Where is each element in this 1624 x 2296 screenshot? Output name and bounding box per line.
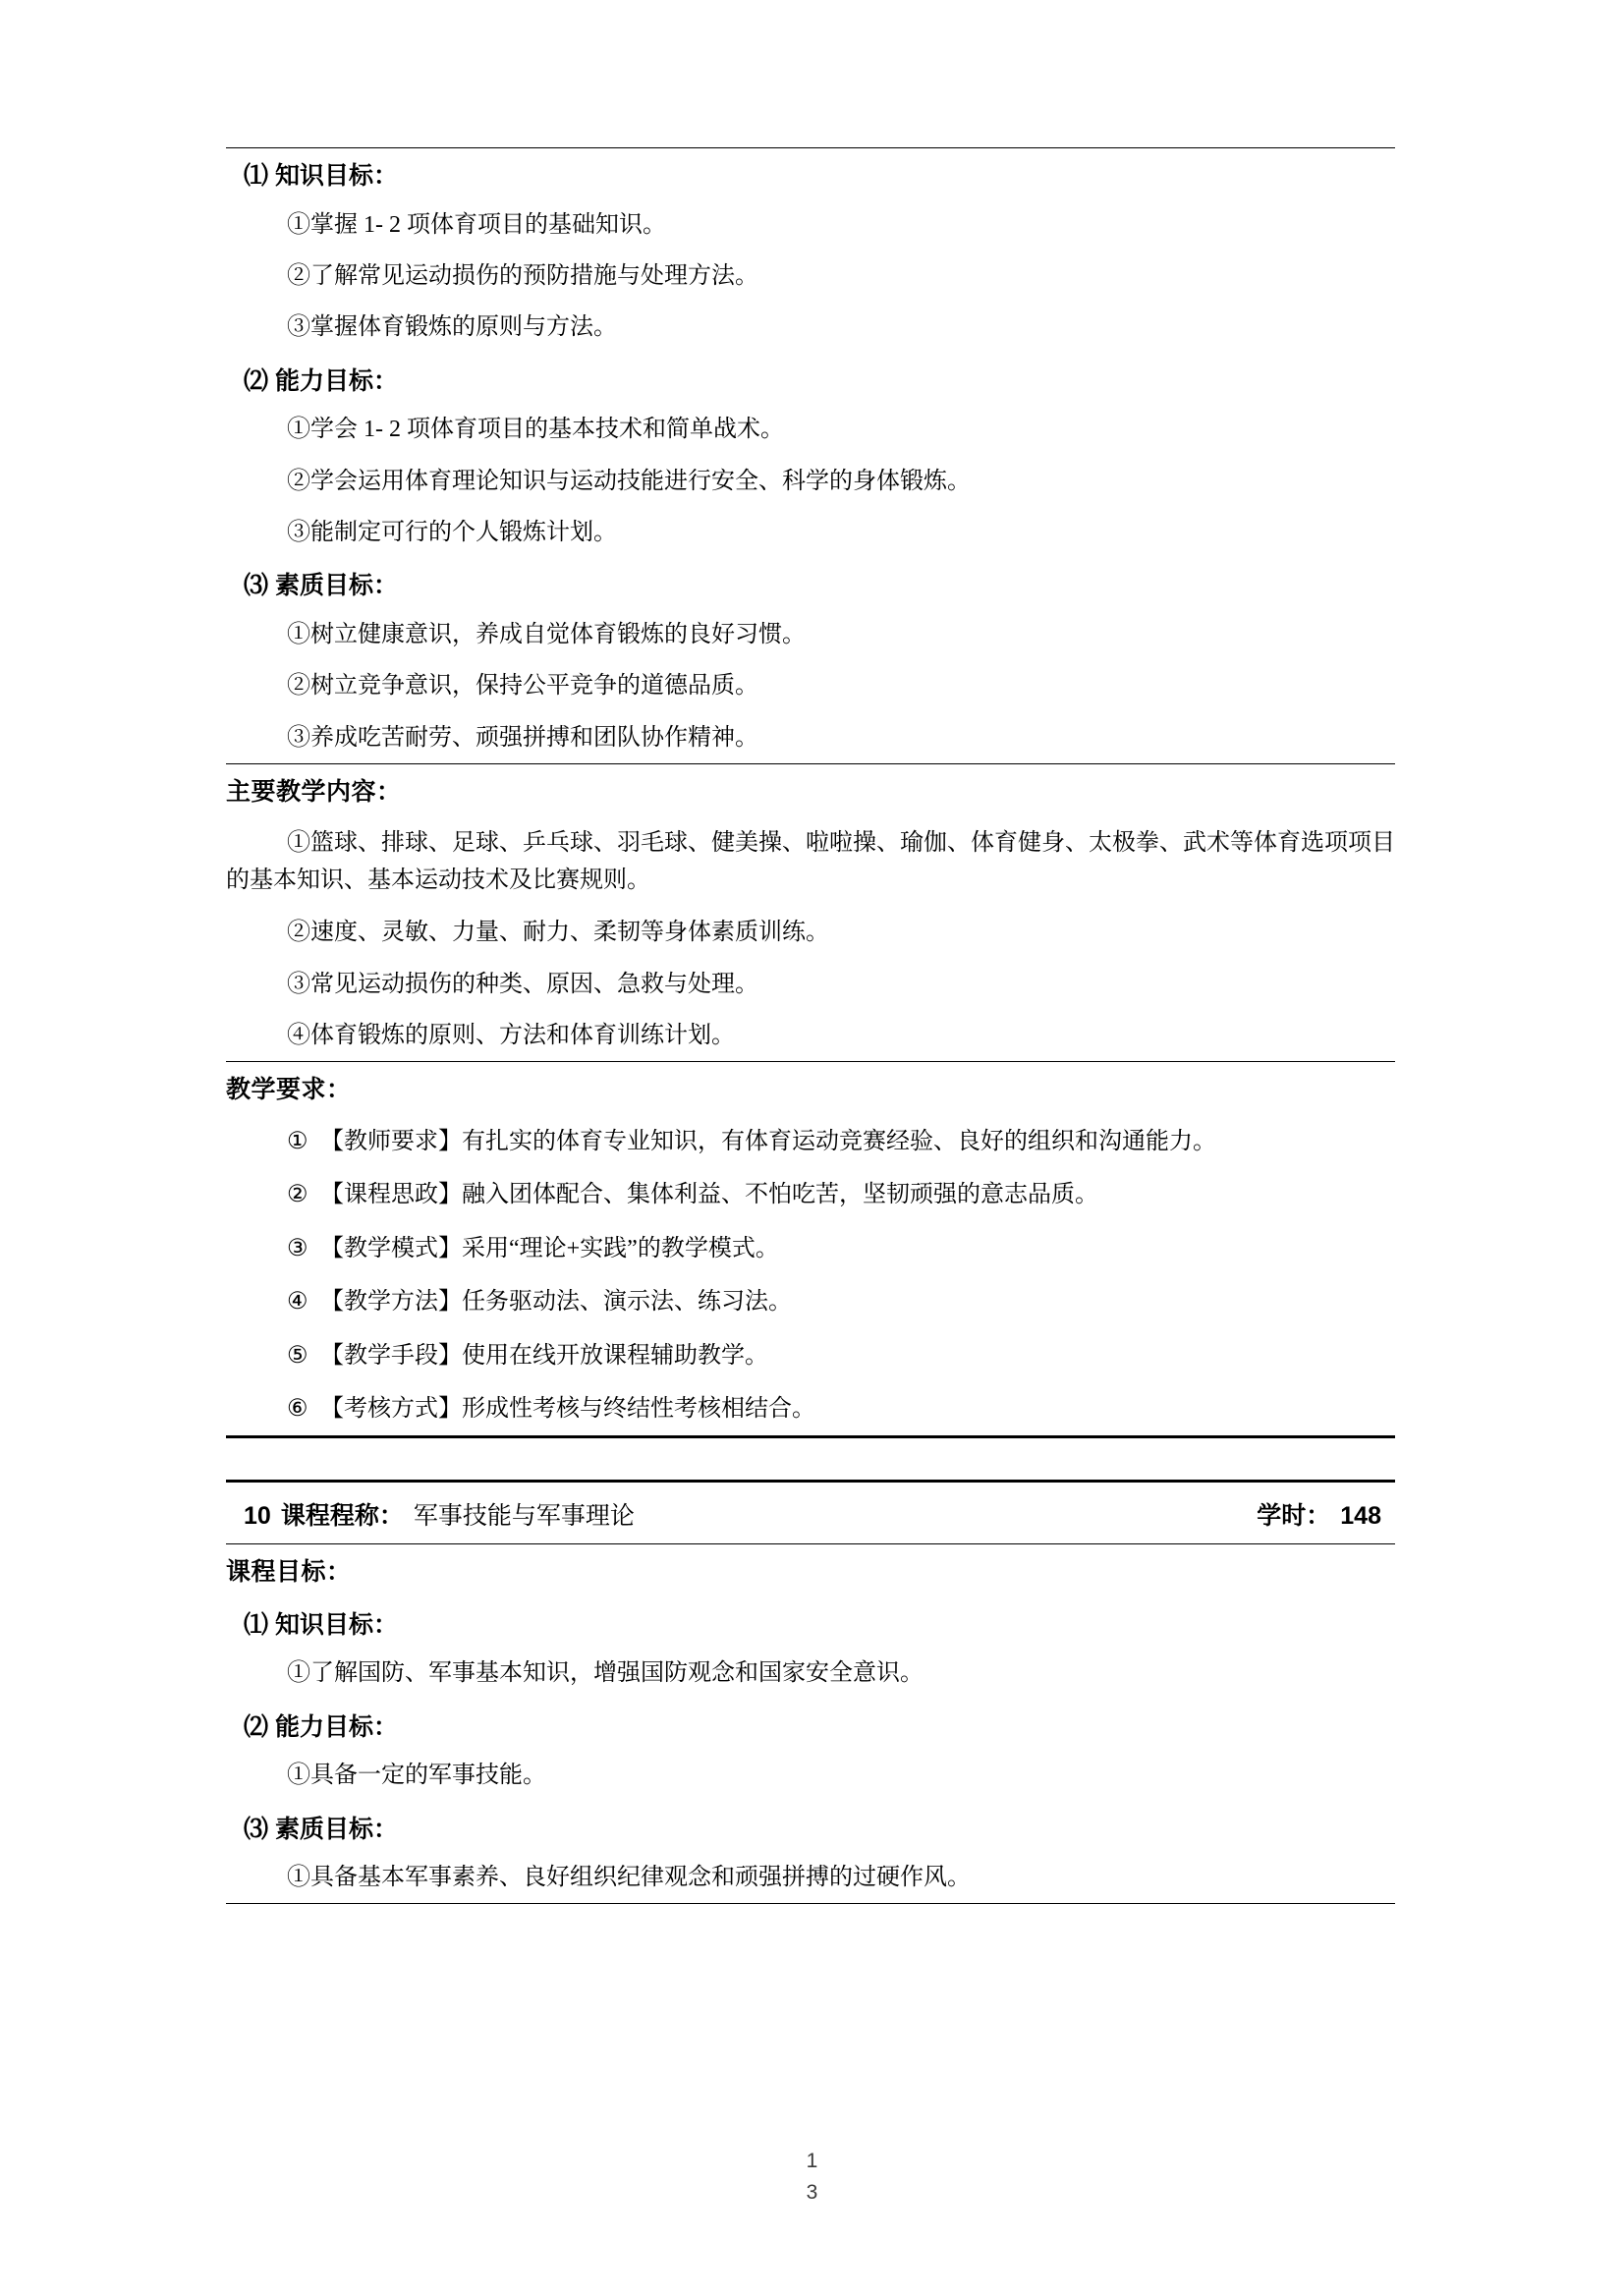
pe-requirement-text: 【教学模式】采用“理论+实践”的教学模式。 <box>320 1235 779 1261</box>
military-quality-goal-heading: ⑶ 素质目标： <box>244 1815 398 1843</box>
pe-knowledge-goal-item: ①掌握 1- 2 项体育项目的基础知识。 <box>287 211 666 238</box>
pe-ability-goal-item: ②学会运用体育理论知识与运动技能进行安全、科学的身体锻炼。 <box>287 468 971 494</box>
pe-requirement-marker: ② <box>287 1182 308 1208</box>
pe-requirement-row <box>226 1168 1395 1221</box>
military-course-hours <box>1257 1496 1395 1532</box>
pe-requirement-marker: ③ <box>287 1235 308 1261</box>
page-number-line-2: 3 <box>806 2181 818 2205</box>
military-course-number: 10 <box>244 1502 271 1531</box>
pe-requirement-marker: ① <box>287 1128 308 1154</box>
pe-ability-goal-heading: ⑵ 能力目标： <box>244 366 398 395</box>
pe-teaching-content-item: ①篮球、排球、足球、乒乓球、羽毛球、健美操、啦啦操、瑜伽、体育健身、太极拳、武术等体育选项项目的基本知识、基本运动技术及比赛规则。 <box>226 829 1395 894</box>
pe-knowledge-goal-heading: ⑴ 知识目标： <box>244 162 398 190</box>
pe-teaching-content-item: ④体育锻炼的原则、方法和体育训练计划。 <box>287 1023 735 1049</box>
military-objectives-heading: 课程目标： <box>226 1558 352 1587</box>
military-quality-goal-item: ①具备基本军事素养、良好组织纪律观念和顽强拼搏的过硬作风。 <box>287 1865 971 1891</box>
pe-teaching-content-item: ③常见运动损伤的种类、原因、急救与处理。 <box>287 971 758 997</box>
pe-requirement-row <box>226 1329 1395 1382</box>
military-ability-goal-heading: ⑵ 能力目标： <box>244 1712 398 1741</box>
pe-teaching-requirements-heading: 教学要求： <box>226 1076 352 1104</box>
pe-requirement-row <box>226 1115 1395 1168</box>
pe-requirement-row <box>226 1382 1395 1435</box>
military-course-name: 军事技能与军事理论 <box>413 1503 635 1531</box>
pe-teaching-content-item: ②速度、灵敏、力量、耐力、柔韧等身体素质训练。 <box>287 920 829 946</box>
pe-requirement-text: 【教师要求】有扎实的体育专业知识，有体育运动竞赛经验、良好的组织和沟通能力。 <box>320 1128 1216 1154</box>
pe-requirement-text: 【课程思政】融入团体配合、集体利益、不怕吃苦，坚韧顽强的意志品质。 <box>320 1182 1098 1208</box>
pe-requirement-marker: ⑤ <box>287 1342 308 1369</box>
pe-quality-goal-item: ②树立竞争意识，保持公平竞争的道德品质。 <box>287 673 758 700</box>
pe-teaching-content-heading: 主要教学内容： <box>226 778 402 807</box>
military-knowledge-goal-item: ①了解国防、军事基本知识，增强国防观念和国家安全意识。 <box>287 1660 924 1687</box>
pe-knowledge-goal-item: ②了解常见运动损伤的预防措施与处理方法。 <box>287 262 758 289</box>
military-course-title-row <box>226 1483 1395 1543</box>
page-number-line-1: 1 <box>806 2149 818 2172</box>
pe-knowledge-goal-item: ③掌握体育锻炼的原则与方法。 <box>287 314 617 341</box>
pe-requirement-marker: ④ <box>287 1289 308 1316</box>
pe-quality-goal-item: ③养成吃苦耐劳、顽强拼搏和团队协作精神。 <box>287 724 758 751</box>
pe-requirement-text: 【教学方法】任务驱动法、演示法、练习法。 <box>320 1289 792 1316</box>
pe-quality-goal-item: ①树立健康意识，养成自觉体育锻炼的良好习惯。 <box>287 621 806 647</box>
page-footer <box>0 2146 1624 2210</box>
military-ability-goal-item: ①具备一定的军事技能。 <box>287 1763 546 1789</box>
military-knowledge-goal-heading: ⑴ 知识目标： <box>244 1610 398 1639</box>
pe-quality-goal-heading: ⑶ 素质目标： <box>244 572 398 600</box>
document-body <box>226 147 1395 1904</box>
page-bottom-divider <box>226 1903 1395 1904</box>
military-course-label: 课程程称： <box>280 1502 404 1531</box>
section-spacer <box>226 1438 1395 1480</box>
pe-ability-goal-item: ①学会 1- 2 项体育项目的基本技术和简单战术。 <box>287 417 784 443</box>
military-course-title-left <box>244 1496 635 1532</box>
military-hours-label: 学时： <box>1257 1502 1331 1531</box>
pe-requirement-text: 【考核方式】形成性考核与终结性考核相结合。 <box>320 1395 815 1422</box>
pe-requirement-marker: ⑥ <box>287 1395 308 1422</box>
military-hours-value: 148 <box>1340 1502 1381 1531</box>
pe-ability-goal-item: ③能制定可行的个人锻炼计划。 <box>287 519 617 545</box>
pe-requirement-row <box>226 1222 1395 1275</box>
pe-requirement-text: 【教学手段】使用在线开放课程辅助教学。 <box>320 1342 768 1369</box>
pe-requirement-row <box>226 1275 1395 1328</box>
